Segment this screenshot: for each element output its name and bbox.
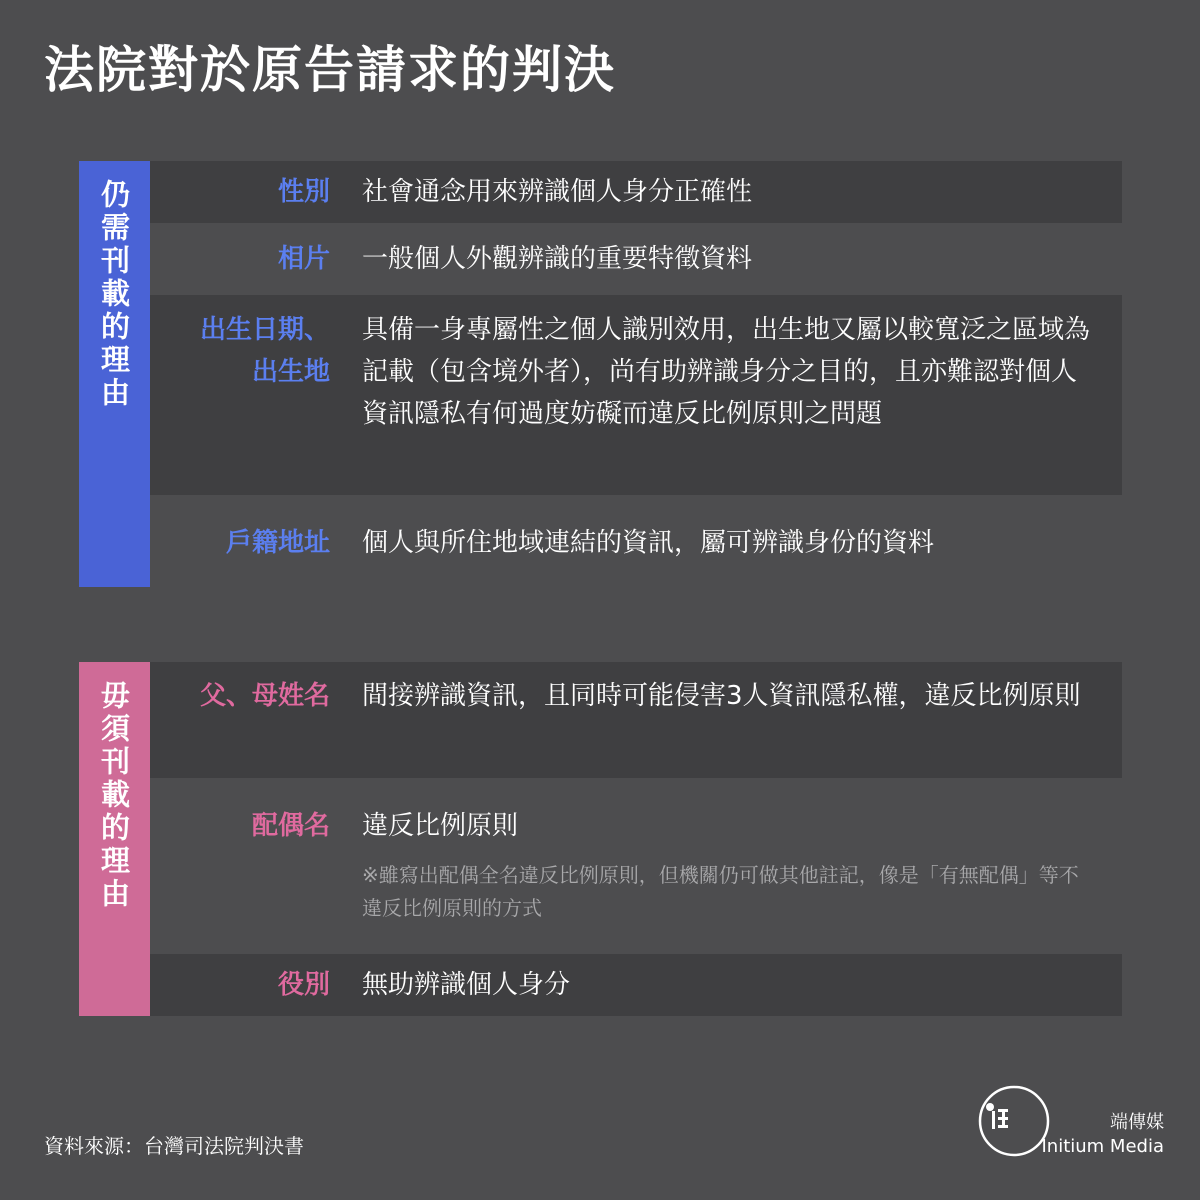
row-desc: 一般個人外觀辨識的重要特徵資料 — [362, 244, 753, 274]
section-heading: 仍需刊載的理由 — [97, 179, 131, 410]
brand-name-en: Initium Media — [1041, 1136, 1164, 1157]
initium-logo-icon — [978, 1085, 1050, 1157]
section-side-bar — [79, 161, 150, 587]
table-row — [150, 495, 1122, 587]
row-label-line: 出生地 — [251, 357, 330, 387]
section-still-publish — [79, 161, 1122, 587]
table-row — [150, 954, 1122, 1016]
row-desc: 違反比例原則 — [362, 811, 519, 841]
row-label-line: 出生日期、 — [199, 315, 330, 345]
row-label: 相片 — [277, 244, 330, 274]
row-label — [150, 309, 330, 393]
row-label: 配偶名 — [251, 811, 330, 841]
table-row — [150, 662, 1122, 778]
table-row — [150, 295, 1122, 495]
row-label: 戶籍地址 — [225, 528, 330, 558]
row-label: 性別 — [277, 177, 330, 207]
row-note: ※雖寫出配偶全名違反比例原則，但機關仍可做其他註記，像是「有無配偶」等不違反比例原則的方式 — [362, 863, 1079, 920]
row-desc: 間接辨識資訊，且同時可能侵害3人資訊隱私權，違反比例原則 — [362, 681, 1081, 711]
row-desc: 社會通念用來辨識個人身分正確性 — [362, 177, 753, 207]
section-heading: 毋須刊載的理由 — [97, 680, 131, 911]
table-row — [150, 223, 1122, 295]
table-row — [150, 778, 1122, 954]
row-desc: 個人與所住地域連結的資訊，屬可辨識身份的資料 — [362, 528, 935, 558]
row-label: 役別 — [277, 970, 330, 1000]
row-desc: 無助辨識個人身分 — [362, 970, 571, 1000]
row-label: 父、母姓名 — [199, 681, 330, 711]
page-title: 法院對於原告請求的判決 — [44, 41, 616, 99]
brand-name-cn: 端傳媒 — [1110, 1112, 1164, 1133]
table-row — [150, 161, 1122, 223]
source-note: 資料來源：台灣司法院判決書 — [44, 1134, 304, 1158]
section-side-bar — [79, 662, 150, 1016]
section-no-need-publish — [79, 662, 1122, 1016]
row-desc: 具備一身專屬性之個人識別效用，出生地又屬以較寬泛之區域為記載（包含境外者），尚有助辨識身分之目的，且亦難認對個人資訊隱私有何過度妨礙而違反比例原則之問題 — [362, 315, 1091, 429]
